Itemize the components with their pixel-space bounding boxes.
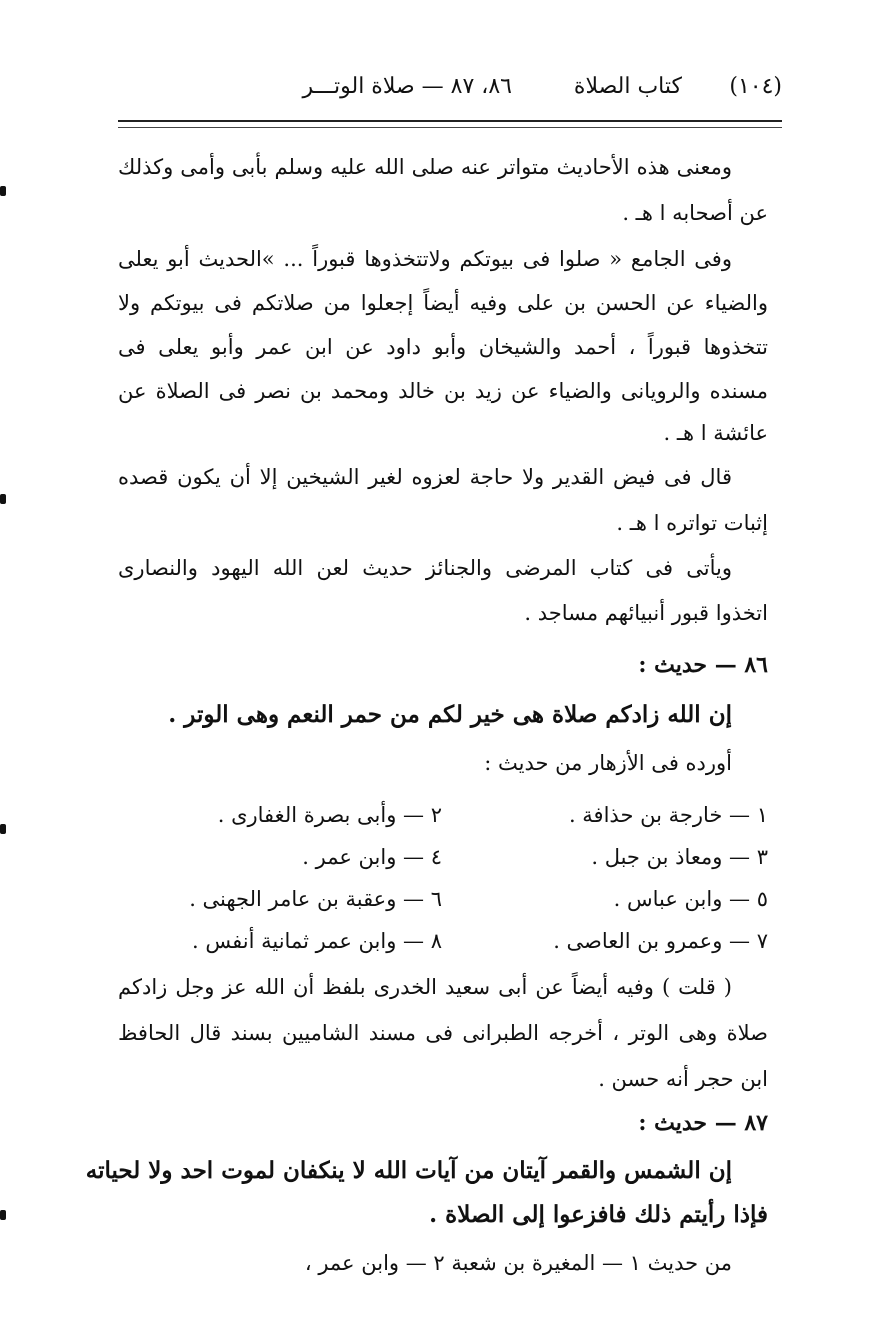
scan-edge-mark xyxy=(0,186,6,196)
page-number: (١٠٤) xyxy=(729,74,782,99)
scan-edge-mark xyxy=(0,824,6,834)
book-title: كتاب الصلاة xyxy=(573,74,682,99)
hadith-86-intro: أورده فى الأزهار من حديث : xyxy=(484,751,732,775)
hadith-86-text: إن الله زادكم صلاة هى خير لكم من حمر النعم وهى الوتر . xyxy=(168,701,732,728)
narrator-item: ٧ — وعمرو بن العاصى . xyxy=(553,929,768,953)
narrator-item: ١ — خارجة بن حذافة . xyxy=(568,803,768,827)
header-rule-thick xyxy=(118,120,782,122)
paragraph-line: عائشة ا هـ . xyxy=(663,421,768,445)
hadith-87-heading: ٨٧ — حديث : xyxy=(638,1110,768,1136)
paragraph-line: ويأتى فى كتاب المرضى والجنائز حديث لعن الله اليهود والنصارى xyxy=(118,556,732,580)
paragraph-line: ومعنى هذه الأحاديث متواتر عنه صلى الله عليه وسلم بأبى وأمى وكذلك xyxy=(118,155,732,179)
narrator-item: ٤ — وابن عمر . xyxy=(302,845,442,869)
narrator-item: ٣ — ومعاذ بن جبل . xyxy=(591,845,768,869)
paragraph-line: والضياء عن الحسن بن على وفيه أيضاً إجعلوا من صلاتكم فى بيوتكم ولا xyxy=(118,291,768,315)
narrator-item: ٥ — وابن عباس . xyxy=(613,887,768,911)
hadith-86-note-line: ابن حجر أنه حسن . xyxy=(598,1067,768,1091)
header-rule-thin xyxy=(118,127,782,128)
paragraph-line: إثبات تواتره ا هـ . xyxy=(616,511,768,535)
hadith-86-note-line: صلاة وهى الوتر ، أخرجه الطبرانى فى مسند الشاميين بسند قال الحافظ xyxy=(118,1021,768,1045)
narrator-item: ٨ — وابن عمر ثمانية أنفس . xyxy=(192,929,442,953)
scan-edge-mark xyxy=(0,1210,6,1220)
paragraph-line: قال فى فيض القدير ولا حاجة لعزوه لغير الشيخين إلا أن يكون قصده xyxy=(118,465,732,489)
narrator-item: ٦ — وعقبة بن عامر الجهنى . xyxy=(189,887,442,911)
hadith-86-heading: ٨٦ — حديث : xyxy=(638,652,768,678)
scan-edge-mark xyxy=(0,494,6,504)
paragraph-line: وفى الجامع « صلوا فى بيوتكم ولاتتخذوها قبوراً ... »الحديث أبو يعلى xyxy=(118,247,732,271)
hadith-87-sources: من حديث ١ — المغيرة بن شعبة ٢ — وابن عمر ، xyxy=(304,1251,732,1275)
page-header xyxy=(118,70,782,110)
paragraph-line: عن أصحابه ا هـ . xyxy=(622,201,768,225)
paragraph-line: اتخذوا قبور أنبيائهم مساجد . xyxy=(524,601,768,625)
hadith-range: ٨٦، ٨٧ — صلاة الوتـــر xyxy=(302,74,512,99)
paragraph-line: مسنده والرويانى والضياء عن زيد بن خالد ومحمد بن نصر فى الصلاة عن xyxy=(118,379,768,403)
narrator-item: ٢ — وأبى بصرة الغفارى . xyxy=(217,803,442,827)
hadith-86-note-line: ( قلت ) وفيه أيضاً عن أبى سعيد الخدرى بلفظ أن الله عز وجل زادكم xyxy=(118,975,732,999)
hadith-87-text-line: إن الشمس والقمر آيتان من آيات الله لا ينكفان لموت احد ولا لحياته xyxy=(85,1157,732,1184)
paragraph-line: تتخذوها قبوراً ، أحمد والشيخان وأبو داود عن ابن عمر وأبو يعلى فى xyxy=(118,335,768,359)
hadith-87-text-line: فإذا رأيتم ذلك فافزعوا إلى الصلاة . xyxy=(429,1201,768,1228)
